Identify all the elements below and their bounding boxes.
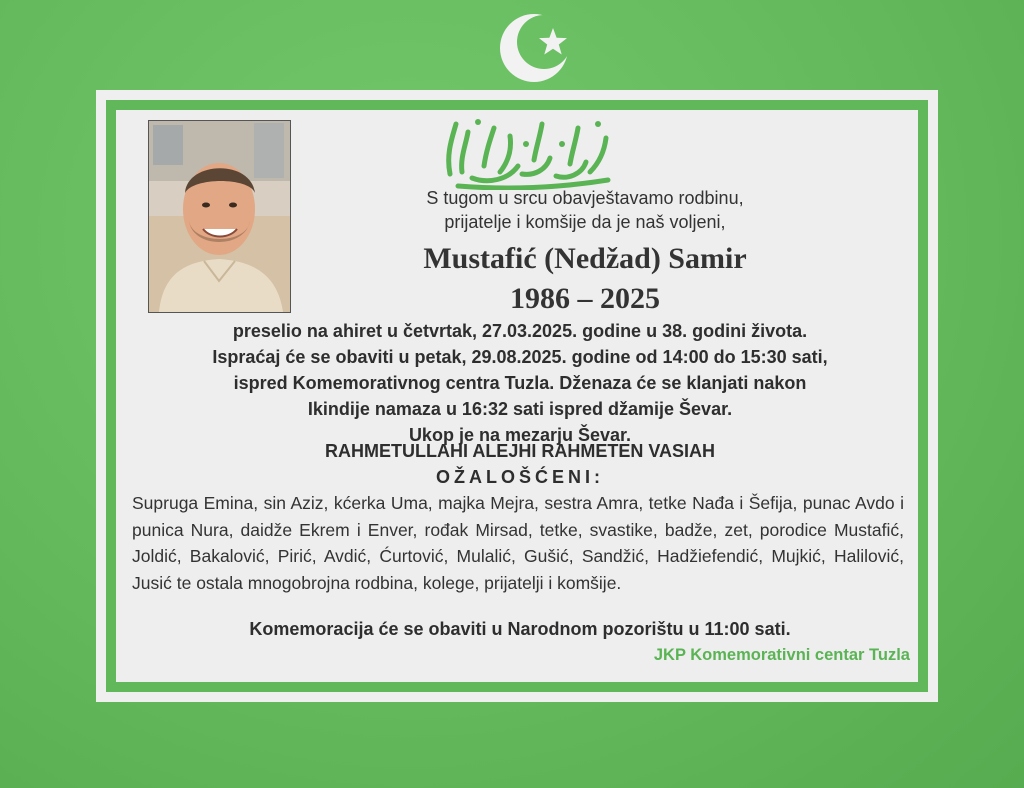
intro-line-2: prijatelje i komšije da je naš voljeni, — [444, 212, 726, 232]
publisher-footer: JKP Komemorativni centar Tuzla — [653, 646, 910, 664]
prayer-line: RAHMETULLAHI ALEJHI RAHMETEN VASIAH — [325, 441, 715, 461]
life-years: 1986 – 2025 — [510, 282, 660, 315]
crescent-star-icon — [494, 6, 578, 90]
deceased-name: Mustafić (Nedžad) Samir — [423, 242, 747, 275]
commemoration-line: Komemoracija će se obaviti u Narodnom pozorištu u 11:00 sati. — [249, 619, 791, 639]
detail-line: Ukop je na mezarju Ševar. — [408, 425, 632, 445]
detail-line: ispred Komemorativnog centra Tuzla. Dženaza će se klanjati nakon — [233, 373, 807, 393]
funeral-details — [110, 318, 930, 448]
mourners-list: Supruga Emina, sin Aziz, kćerka Uma, majka Mejra, sestra Amra, tetke Nađa i Šefija, punac Avdo i punica Nura, daidže Ekrem i Enver, rođak Mirsad, tetke, svastike, badže, zet, porodice Mustafić, Joldić, Bakalović, Pirić, Avdić, Ćurtović, Mulalić, Gušić, Sandžić, Hadžiefendić, Mujkić, Halilović, Jusić te ostala mnogobrojna rodbina, kolege, prijatelji i komšije. — [132, 493, 904, 593]
intro-line-1: S tugom u srcu obavještavamo rodbinu, — [426, 188, 744, 208]
portrait-photo — [148, 120, 291, 313]
mourners-heading: OŽALOŠĆENI: — [436, 467, 604, 487]
detail-line: Ispraćaj će se obaviti u petak, 29.08.2025. godine od 14:00 do 15:30 sati, — [212, 347, 828, 367]
intro-text — [320, 186, 850, 234]
arabic-calligraphy-icon — [438, 114, 618, 190]
detail-line: preselio na ahiret u četvrtak, 27.03.2025. godine u 38. godini života. — [232, 321, 808, 341]
detail-line: Ikindije namaza u 16:32 sati ispred džamije Ševar. — [307, 399, 733, 419]
